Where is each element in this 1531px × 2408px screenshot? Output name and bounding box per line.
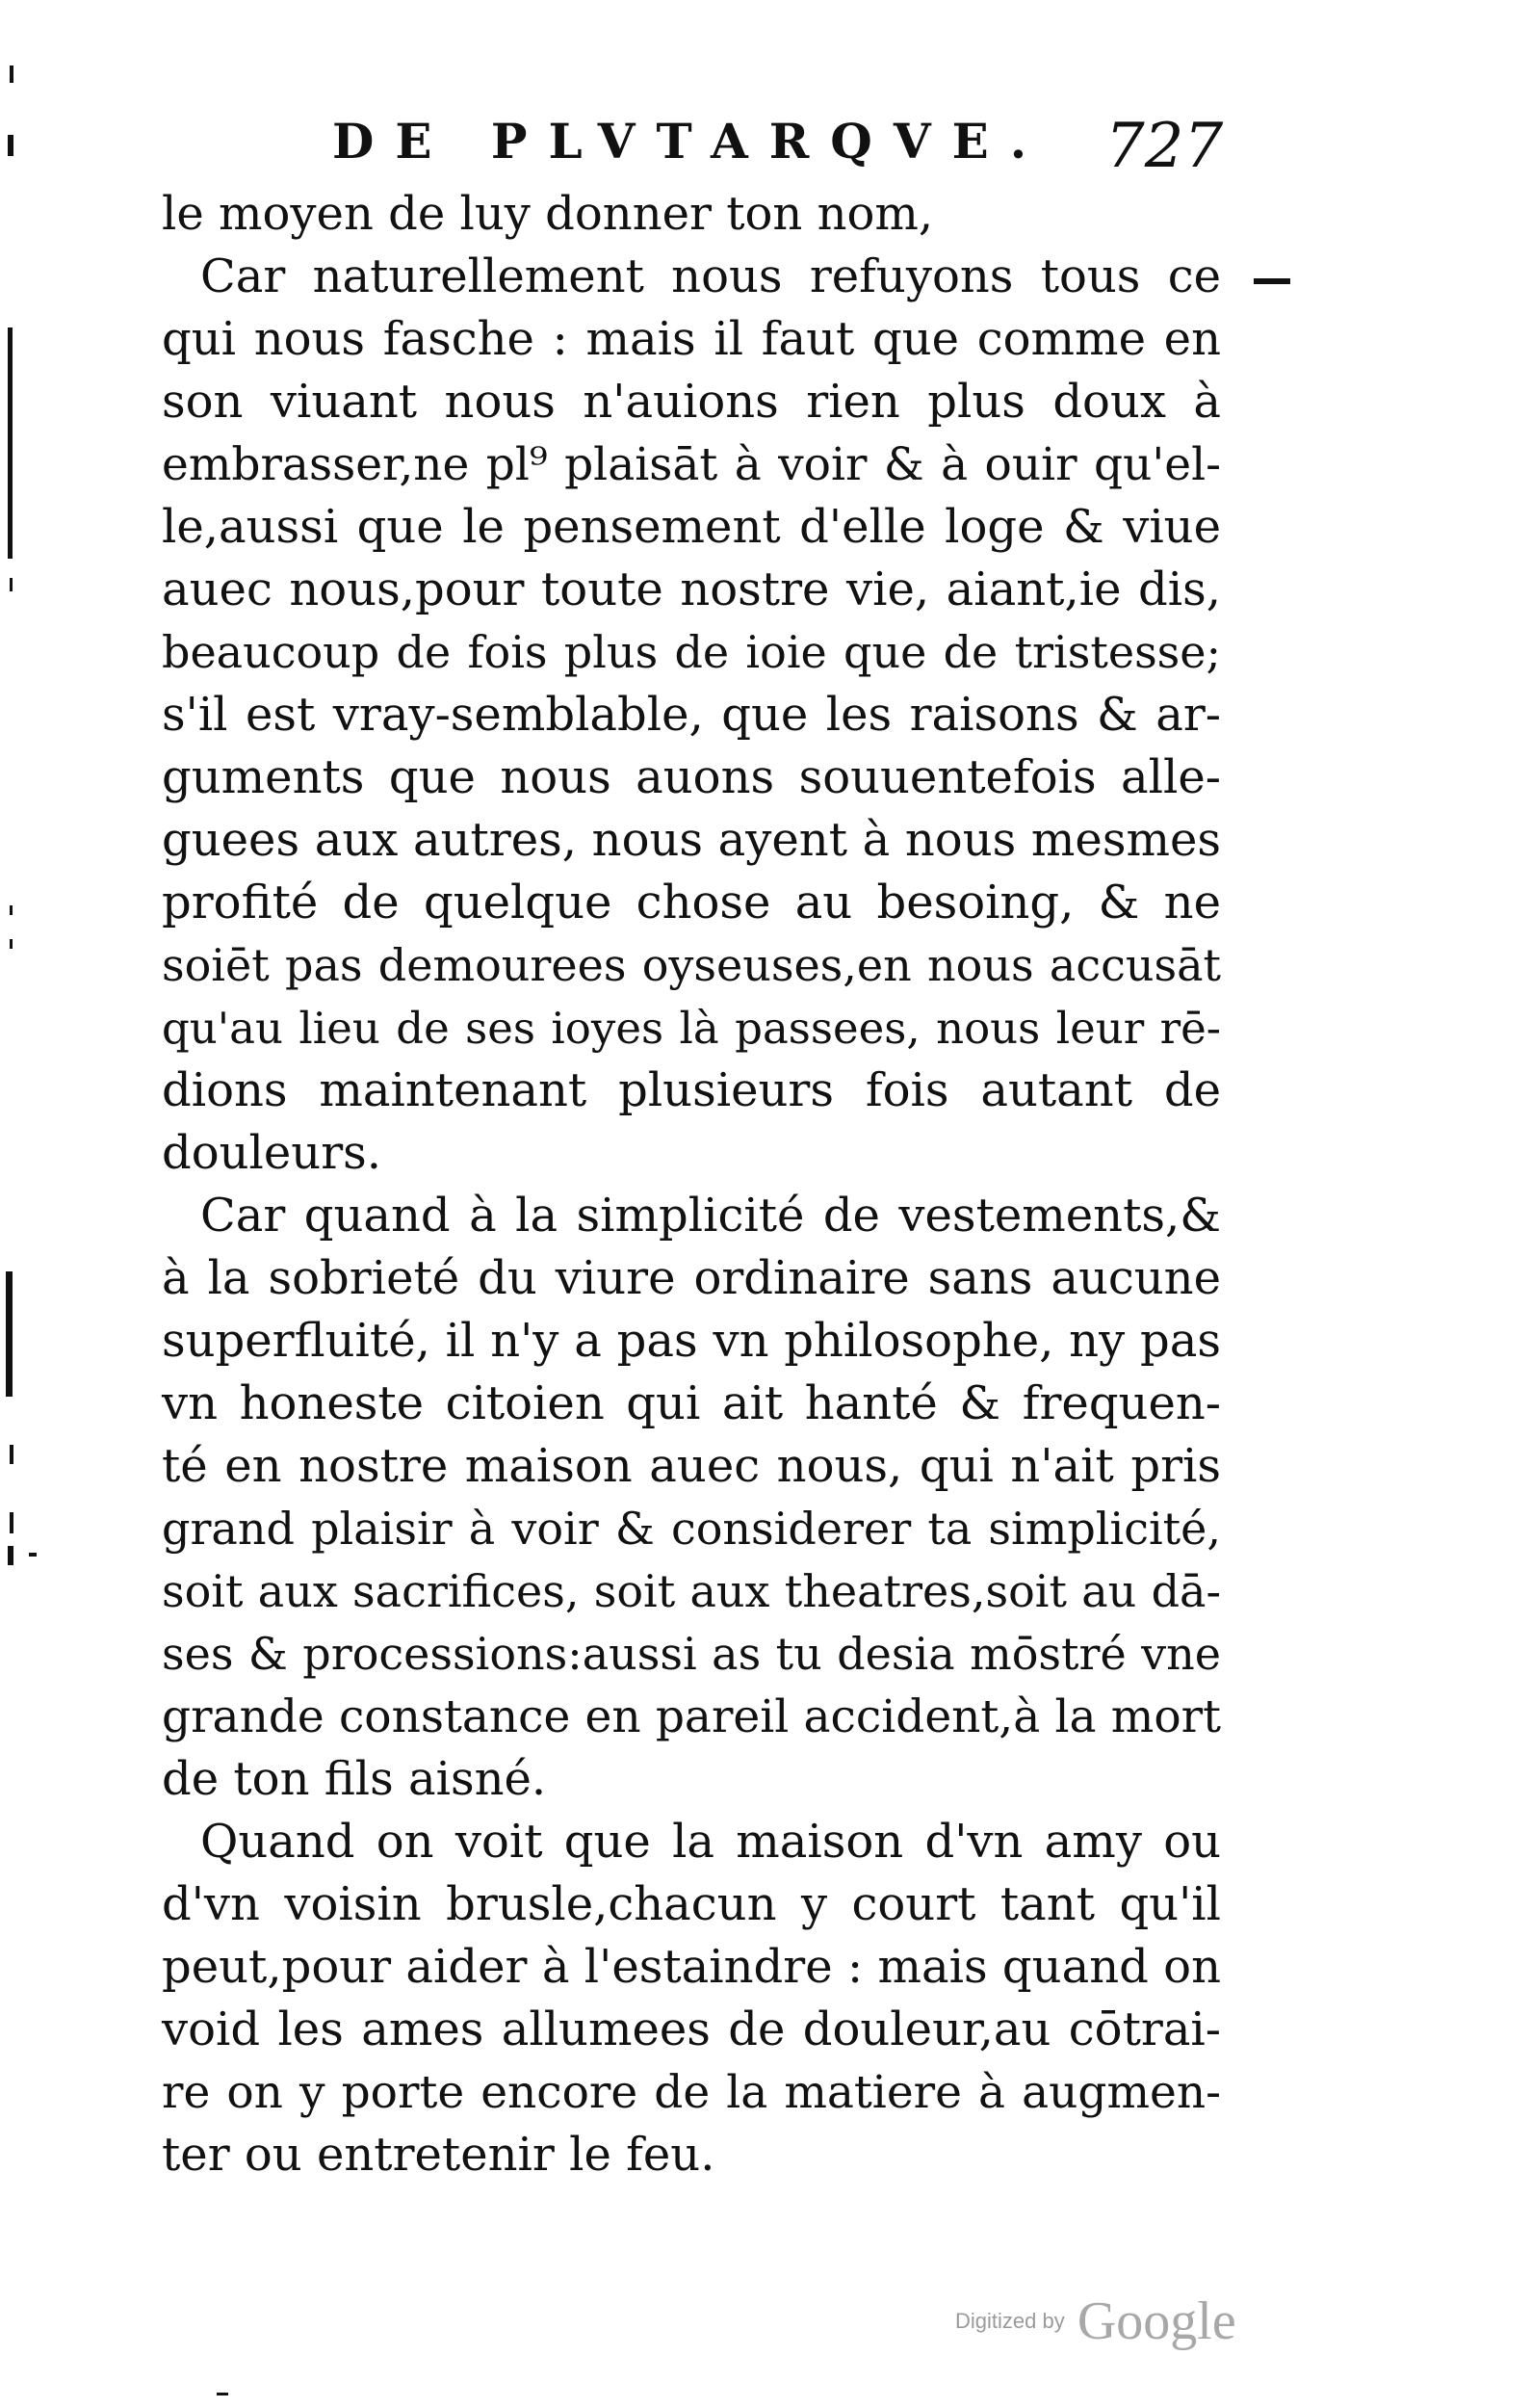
- text-line: void les ames allumees de douleur,au cōtrai-: [162, 2002, 1221, 2056]
- text-line: douleurs.: [162, 1126, 382, 1180]
- text-line: guments que nous auons souuentefois alle-: [162, 750, 1221, 804]
- scan-mark: [1254, 278, 1290, 284]
- text-line: vn honeste citoien qui ait hanté & frequen-: [162, 1376, 1221, 1430]
- scan-mark: [8, 1546, 13, 1565]
- text-line: beaucoup de fois plus de ioie que de tristesse;: [162, 626, 1221, 678]
- text-line: peut,pour aider à l'estaindre : mais quand on: [162, 1940, 1221, 1994]
- text-line: té en nostre maison auec nous, qui n'ait pris: [162, 1439, 1221, 1493]
- text-line: le,aussi que le pensement d'elle loge & viue: [162, 500, 1221, 554]
- body-text: [162, 183, 1221, 2186]
- scan-mark: [8, 327, 13, 559]
- paragraph: [162, 183, 1221, 246]
- text-line: Car naturellement nous refuyons tous ce: [200, 249, 1221, 303]
- text-line: grande constance en pareil accident,à la mort: [162, 1690, 1221, 1743]
- watermark-prefix: Digitized by: [955, 2309, 1065, 2333]
- text-line: de ton fils aisné.: [162, 1752, 547, 1806]
- text-line: soiēt pas demourees oyseuses,en nous accusāt: [162, 939, 1221, 991]
- scan-mark: [217, 2393, 228, 2395]
- google-logo: Google: [1077, 2291, 1236, 2351]
- text-line: qui nous fasche : mais il faut que comme en: [162, 312, 1221, 366]
- digitized-by-watermark: [955, 2291, 1236, 2351]
- text-line: à la sobrieté du viure ordinaire sans aucune: [162, 1251, 1221, 1305]
- scan-mark: [10, 65, 13, 83]
- running-title: DE PLVTARQVE.: [332, 113, 1049, 170]
- scan-mark: [10, 1445, 13, 1464]
- scan-mark: [10, 1512, 13, 1533]
- scan-mark: [10, 905, 13, 915]
- paragraph: [162, 1811, 1221, 2186]
- text-line: grand plaisir à voir & considerer ta simplicité,: [162, 1503, 1221, 1555]
- text-line: s'il est vray-semblable, que les raisons & ar-: [162, 688, 1221, 742]
- scan-mark: [8, 135, 13, 156]
- text-line: ter ou entretenir le feu.: [162, 2128, 715, 2182]
- text-line: embrasser,ne pl⁹ plaisāt à voir & à ouir qu'el-: [162, 438, 1221, 491]
- text-line: son viuant nous n'auions rien plus doux à: [162, 375, 1221, 429]
- paragraph: [162, 1185, 1221, 1811]
- scan-mark: [29, 1553, 37, 1557]
- text-line: ses & processions:aussi as tu desia mōstré vne: [162, 1628, 1221, 1680]
- page-number: 727: [1105, 111, 1224, 182]
- text-line: soit aux sacrifices, soit aux theatres,soit au dā-: [162, 1565, 1221, 1617]
- text-line: d'vn voisin brusle,chacun y court tant qu'il: [162, 1877, 1221, 1931]
- text-line: auec nous,pour toute nostre vie, aiant,ie dis,: [162, 563, 1221, 616]
- scan-mark: [10, 939, 13, 949]
- text-line: Car quand à la simplicité de vestements,&: [200, 1189, 1221, 1243]
- text-line: superfluité, il n'y a pas vn philosophe, ny pas: [162, 1314, 1221, 1368]
- text-line: le moyen de luy donner ton nom,: [162, 187, 934, 241]
- text-line: Quand on voit que la maison d'vn amy ou: [200, 1815, 1221, 1869]
- scan-mark: [10, 578, 13, 591]
- scan-mark: [6, 1271, 13, 1397]
- text-line: profité de quelque chose au besoing, & ne: [162, 876, 1221, 929]
- text-line: dions maintenant plusieurs fois autant de: [162, 1063, 1221, 1117]
- text-line: guees aux autres, nous ayent à nous mesmes: [162, 813, 1221, 867]
- text-line: qu'au lieu de ses ioyes là passees, nous leur rē-: [162, 1003, 1221, 1054]
- paragraph: [162, 246, 1221, 1185]
- text-line: re on y porte encore de la matiere à augmen-: [162, 2066, 1221, 2119]
